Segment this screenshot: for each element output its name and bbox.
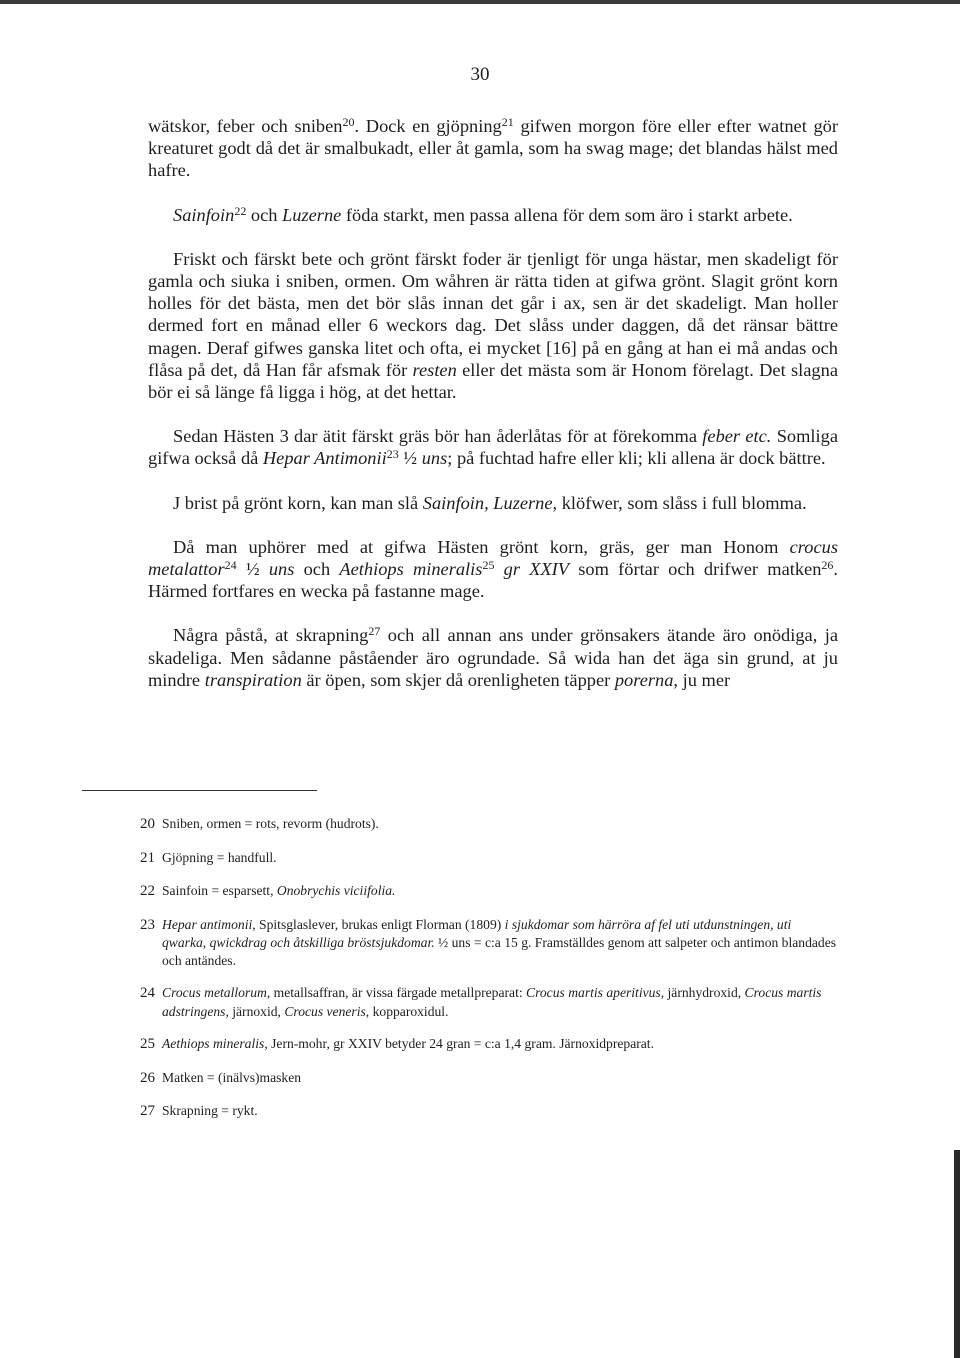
text-run: Några påstå, at skrapning xyxy=(173,625,369,646)
page-number: 30 xyxy=(470,64,490,85)
italic-text: uns xyxy=(268,559,295,580)
footnote xyxy=(140,882,838,901)
text-run: ½ xyxy=(236,559,269,580)
footnote-ref: 24 xyxy=(224,558,237,573)
footnote-number: 25 xyxy=(140,1036,155,1052)
paragraph xyxy=(148,204,838,226)
text-run: ½ uns = c:a 15 g. Framställdes genom att salpeter och antimon blandades och antändes. xyxy=(162,935,837,968)
italic-text: Sainfoin xyxy=(173,204,235,225)
footnote-number: 22 xyxy=(140,883,155,899)
text-run: ½ xyxy=(398,448,422,469)
italic-text: Aethiops mineralis xyxy=(339,559,483,580)
footnote xyxy=(140,1035,838,1054)
footnote-number: 20 xyxy=(140,816,155,832)
text-run: , kopparoxidul. xyxy=(365,1003,449,1019)
body-text xyxy=(148,115,838,713)
footnote xyxy=(140,916,838,970)
text-run: och xyxy=(246,204,283,225)
footnote-ref: 21 xyxy=(501,115,514,129)
text-run: J brist på grönt korn, kan man slå xyxy=(173,492,423,513)
text-run: , järnhydroxid, xyxy=(660,985,745,1000)
footnote xyxy=(140,815,838,834)
italic-text: Onobrychis viciifolia. xyxy=(276,883,396,898)
footnote-number: 24 xyxy=(140,985,155,1001)
text-run: . Dock en gjöpning xyxy=(354,116,502,136)
text-run: Friskt och färskt bete och grönt färskt foder är tjenligt för unga hästar, men skadeligt för gamla och siuka i sniben, ormen. Om wåhren är rätta tiden at gifwa grönt. Slagit grönt korn holles för det bästa, men det bör slås innan det går i ax, sen är det skadeligt. Man holler dermed fort en månad eller 6 weckors dag. Det slåss under daggen, då det ränsar bättre magen. Deraf gifwes ganska litet och ofta, ei mycket [16] på en gång at han ei må andas och flåsa på det, då Han får afsmak för xyxy=(148,248,838,380)
text-run xyxy=(494,559,503,579)
italic-text: uns xyxy=(421,448,448,469)
footnote xyxy=(140,1069,838,1088)
footnotes xyxy=(140,815,838,1136)
italic-text: Aethiops mineralis xyxy=(162,1036,265,1051)
text-run: gifwen morgon före eller efter watnet gör kreaturet godt då det är smalbukadt, eller åt gamla, som ha swag mage; det blandas hälst med hafre. xyxy=(148,116,839,181)
text-run: , ju mer xyxy=(673,669,731,690)
italic-text: resten xyxy=(412,359,457,380)
text-run: och xyxy=(294,559,340,580)
text-run: Skrapning = rykt. xyxy=(162,1103,258,1118)
text-run: som förtar och drifwer matken xyxy=(569,559,822,580)
footnote-number: 21 xyxy=(140,849,155,866)
paragraph xyxy=(148,624,838,691)
text-run: klöfwer, som slåss i full blomma. xyxy=(557,492,807,513)
footnote-ref: 25 xyxy=(482,558,495,573)
italic-text: Hepar antimonii xyxy=(162,916,253,932)
footnote-ref: 26 xyxy=(821,558,834,573)
scan-edge-right xyxy=(954,1150,960,1358)
paragraph xyxy=(148,425,838,469)
text-run: . Härmed fortfares en wecka på fastanne mage. xyxy=(148,559,838,602)
footnote-number: 26 xyxy=(140,1069,155,1086)
text-run: , Spitsglaslever, brukas enligt Florman (1809) xyxy=(252,916,505,932)
text-run: , Jern-mohr, gr XXIV betyder 24 gran = c:a 1,4 gram. Järnoxidpreparat. xyxy=(264,1036,654,1051)
paragraph xyxy=(148,248,838,403)
footnote-ref: 20 xyxy=(342,115,355,129)
italic-text: gr XXIV xyxy=(503,559,570,580)
text-run: , järnoxid, xyxy=(225,1003,285,1019)
footnote xyxy=(140,1102,838,1121)
italic-text: feber etc. xyxy=(702,426,772,447)
text-run: föda starkt, men passa allena för dem som äro i starkt arbete. xyxy=(341,204,793,225)
footnote-number: 27 xyxy=(140,1103,155,1119)
footnote-ref: 27 xyxy=(368,624,381,639)
footnote xyxy=(140,849,838,868)
footnote-ref: 23 xyxy=(386,447,399,462)
footnote xyxy=(140,984,838,1020)
italic-text: transpiration xyxy=(204,669,302,690)
text-run: wätskor, feber och sniben xyxy=(148,116,343,136)
footnote-number: 23 xyxy=(140,916,155,933)
text-run: , metallsaffran, är vissa färgade metallpreparat: xyxy=(266,985,527,1000)
italic-text: porerna xyxy=(614,669,674,690)
italic-text: Crocus martis adstringens xyxy=(162,985,822,1019)
footnote-separator xyxy=(82,790,317,791)
text-run: är öpen, som skjer då orenligheten täpper xyxy=(301,669,615,690)
italic-text: i sjukdomar som härröra af fel uti utdunstningen, uti qwarka, qwickdrag och åtskilliga bröstsjukdomar. xyxy=(162,916,792,950)
text-run: Gjöpning = handfull. xyxy=(162,849,277,865)
italic-text: Sainfoin, Luzerne, xyxy=(422,492,558,513)
italic-text: Crocus martis aperitivus xyxy=(526,985,661,1000)
italic-text: Hepar Antimonii xyxy=(262,448,387,469)
text-run: ; på fuchtad hafre eller kli; kli allena är dock bättre. xyxy=(447,448,826,469)
text-run: Matken = (inälvs)masken xyxy=(162,1069,302,1085)
text-run: eller det mästa som är Honom förelagt. Det slagna bör ei så länge få ligga i hög, at det hettar. xyxy=(148,359,838,403)
italic-text: Crocus veneris xyxy=(284,1003,366,1019)
scan-edge-top xyxy=(0,0,960,4)
text-run: Sedan Hästen 3 dar ätit färskt gräs bör han åderlåtas för at förekomma xyxy=(173,426,703,447)
paragraph xyxy=(148,115,838,182)
text-run: Då man uphörer med at gifwa Hästen grönt korn, gräs, ger man Honom xyxy=(173,536,790,557)
italic-text: Crocus metallorum xyxy=(162,985,267,1000)
text-run: Sainfoin = esparsett, xyxy=(162,883,277,898)
text-run: Somliga gifwa också då xyxy=(148,426,838,469)
text-run: och all annan ans under grönsakers ätande äro onödiga, ja skadeliga. Men sådanne påståender äro ogrundade. Så wida han det äga sin grund, at ju mindre xyxy=(148,625,839,690)
text-run: Sniben, ormen = rots, revorm (hudrots). xyxy=(162,816,379,831)
italic-text: Luzerne xyxy=(282,204,342,225)
italic-text: crocus metalattor xyxy=(148,536,838,580)
paragraph xyxy=(148,536,838,603)
footnote-ref: 22 xyxy=(234,203,247,218)
paragraph xyxy=(148,492,838,514)
